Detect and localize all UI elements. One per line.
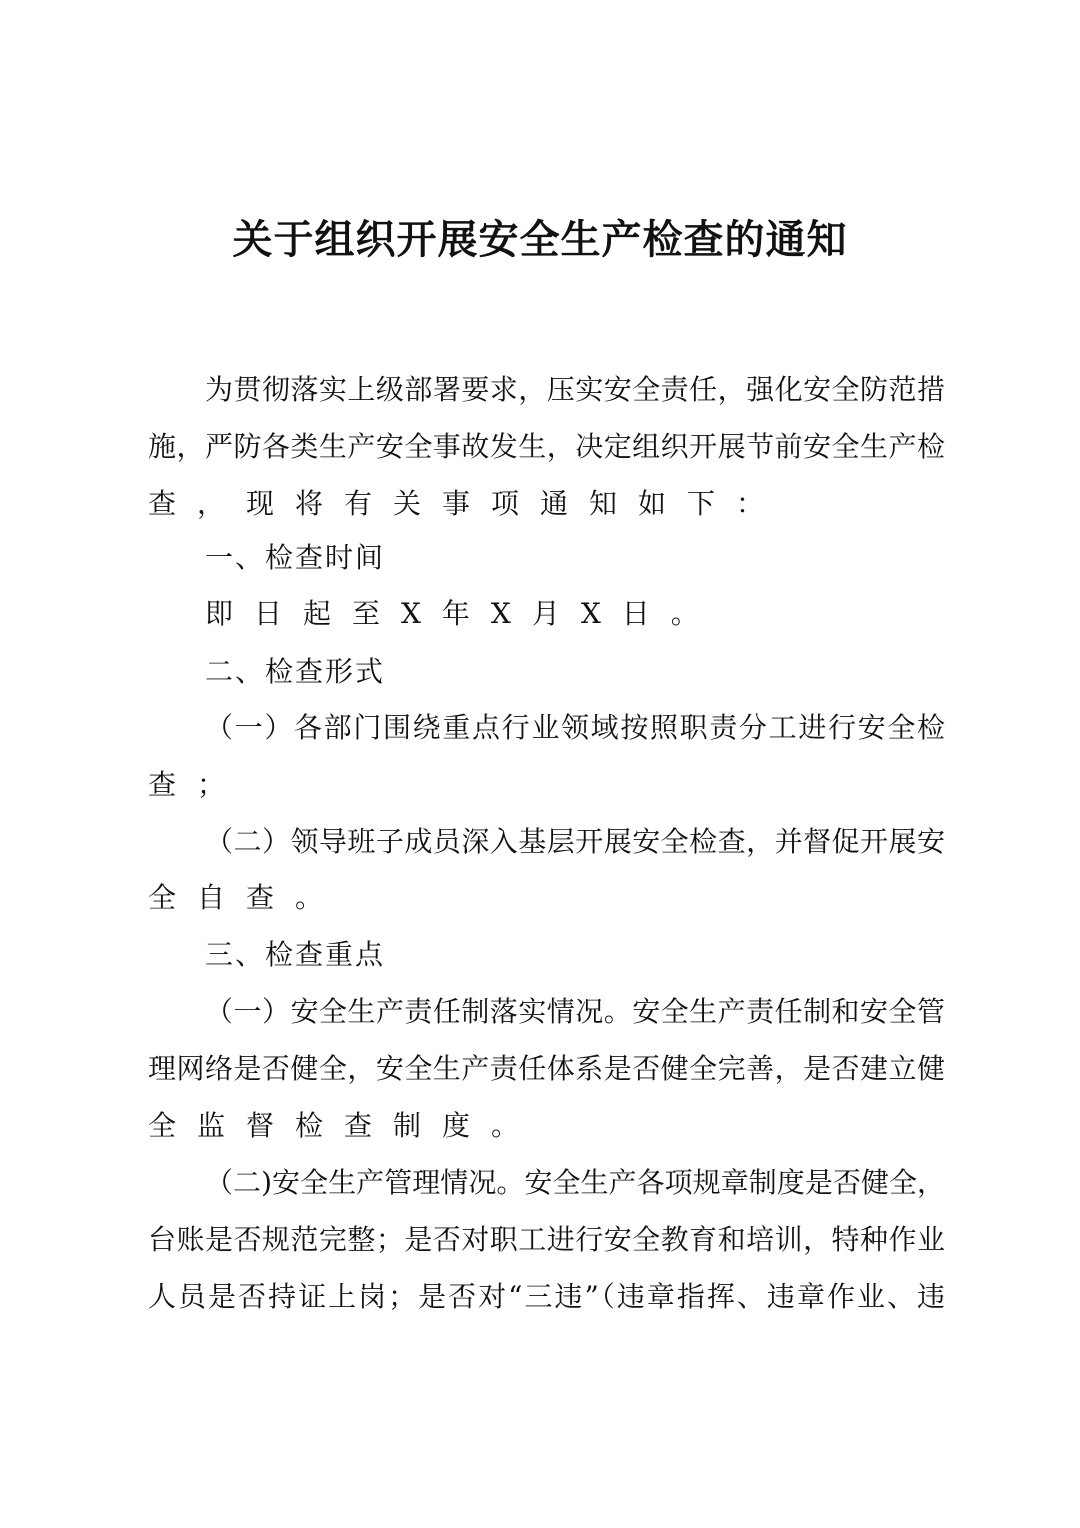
paragraph-line: 即日起至X年X月X日。 <box>205 597 720 630</box>
section-heading: 一、检查时间 <box>205 541 386 574</box>
paragraph-line: 查，现将有关事项通知如下： <box>148 487 786 520</box>
paragraph-line: （一）各部门围绕重点行业领域按照职责分工进行安全检 <box>205 711 945 744</box>
paragraph-line: （二）领导班子成员深入基层开展安全检查，并督促开展安 <box>205 825 945 858</box>
document-title: 关于组织开展安全生产检查的通知 <box>232 216 848 263</box>
paragraph-line: 施，严防各类生产安全事故发生，决定组织开展节前安全生产检 <box>148 430 945 463</box>
paragraph-line: 台账是否规范完整；是否对职工进行安全教育和培训，特种作业 <box>148 1223 945 1256</box>
paragraph-line: （一）安全生产责任制落实情况。安全生产责任制和安全管 <box>205 995 945 1028</box>
paragraph-line: 人员是否持证上岗；是否对“三违”（违章指挥、违章作业、违 <box>148 1280 945 1313</box>
paragraph-line: 为贯彻落实上级部署要求，压实安全责任，强化安全防范措 <box>205 373 945 406</box>
paragraph-line: 全监督检查制度。 <box>148 1109 541 1142</box>
paragraph-line: 查； <box>148 768 247 801</box>
paragraph-line: 理网络是否健全，安全生产责任体系是否健全完善，是否建立健 <box>148 1052 945 1085</box>
paragraph-line: 全自查。 <box>148 881 345 914</box>
section-heading: 三、检查重点 <box>205 938 386 971</box>
section-heading: 二、检查形式 <box>205 655 386 688</box>
paragraph-line: （二)安全生产管理情况。安全生产各项规章制度是否健全， <box>205 1166 945 1199</box>
